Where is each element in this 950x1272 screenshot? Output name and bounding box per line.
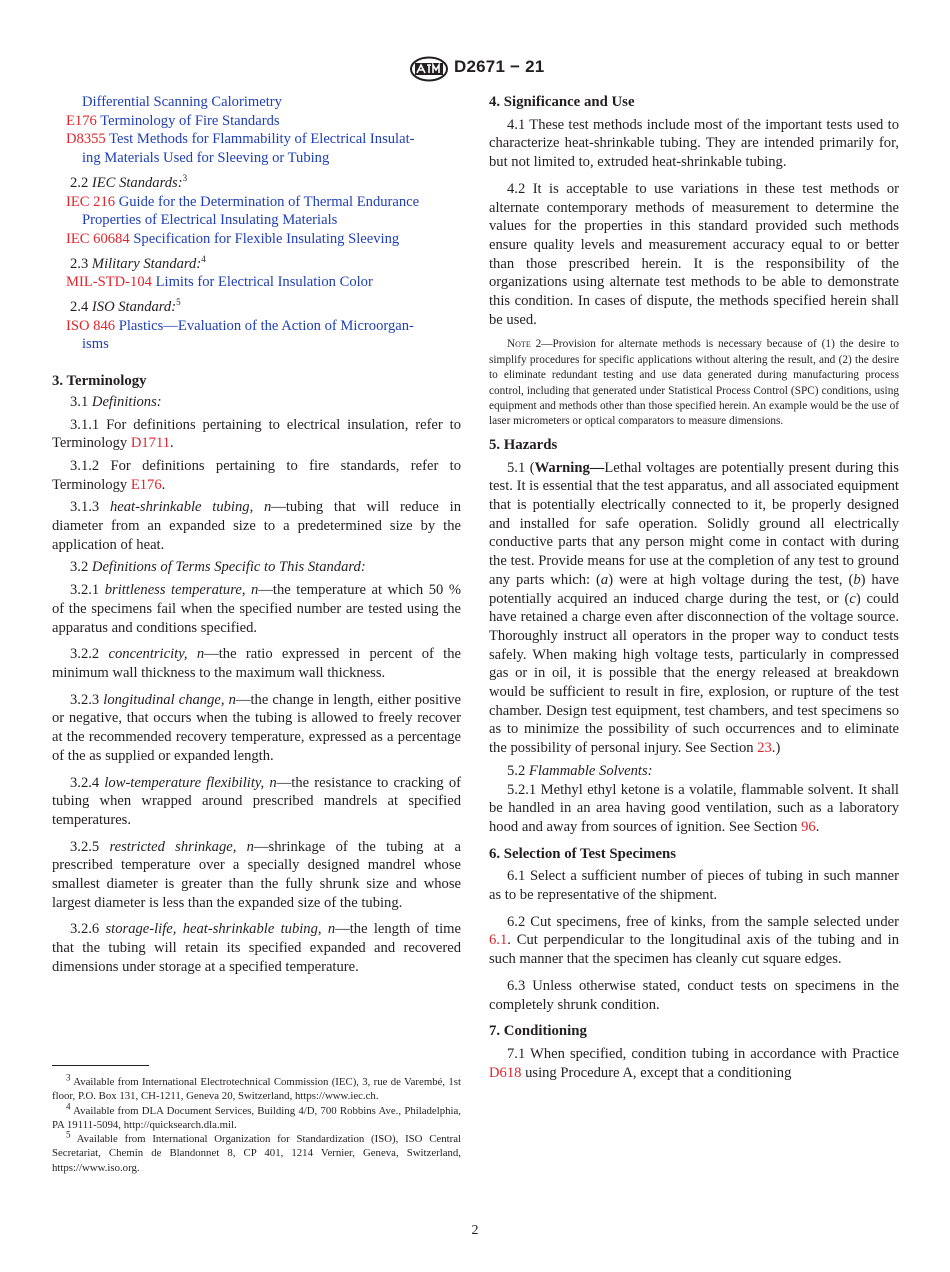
ref-title[interactable]: Properties of Electrical Insulating Materials [82, 212, 338, 229]
paragraph-text: 6.2 Cut specimens, free of kinks, from the sample selected under [507, 913, 899, 930]
paragraph-text: using Procedure A, except that a conditioning [525, 1064, 792, 1081]
section-3-1-2: 3.1.2 For definitions pertaining to fire standards, refer to Terminology E176. [52, 457, 461, 493]
ref-title[interactable]: isms [82, 336, 109, 353]
footnote-ref[interactable]: 3 [182, 172, 188, 183]
ref-title[interactable]: Test Methods for Flammability of Electrical Insulat- [109, 131, 415, 148]
ref-link[interactable]: E176 [66, 112, 97, 129]
definition: —the change in length, either positive or negative, that occurs when the tubing is allowed to freely recover at the recommended recovery temperature, expressed as a percentage of the as supplied or expanded length. [52, 691, 461, 764]
xref-link[interactable]: E176 [130, 476, 162, 493]
astm-logo-icon [409, 56, 449, 82]
xref-link[interactable]: 23 [757, 740, 772, 757]
ref-mil-std-104 [52, 273, 461, 292]
section-6-1: 6.1 Select a sufficient number of pieces of tubing in such manner as to be representative of the shipment. [489, 868, 899, 904]
section-number: 3.2 [70, 559, 89, 576]
ref-link[interactable]: MIL-STD-104 [66, 274, 152, 291]
document-number: D2671 − 21 [454, 57, 545, 76]
footnote-marker: 4 [66, 1101, 71, 1111]
heading-conditioning: 7. Conditioning [489, 1023, 587, 1040]
footnote-4 [52, 1101, 461, 1133]
section-2-2 [52, 174, 461, 193]
section-number: 2.3 [70, 255, 89, 272]
ref-iso846 [52, 317, 461, 354]
section-label: Military Standard: [91, 255, 202, 272]
ref-title[interactable]: Plastics—Evaluation of the Action of Microorgan- [118, 317, 414, 334]
list-marker: a [600, 571, 609, 588]
note-text: 2—Provision for alternate methods is necessary because of (1) the desire to simplify procedures for specific applications without altering the result, and (2) the desire to eliminate redundant testing and use data generated during manufacturing process control, including that generated under Statistical Process Control (SPC) conditions, using equipment and methods other than those specified herein. An example would be the use of laser micrometers or optical comparators to measure dimensions. [489, 338, 899, 428]
heading-terminology: 3. Terminology [52, 373, 147, 390]
definition: —the temperature at which 50 % of the specimens fail when the specified number are tested using the apparatus and conditions specified. [52, 582, 461, 636]
section-label: ISO Standard: [91, 299, 177, 316]
section-3-2-5 [52, 838, 461, 913]
note-label: Note [507, 338, 531, 351]
paragraph-text: . Cut perpendicular to the longitudinal axis of the tubing and in such manner that the specimen has cleanly cut square edges. [489, 932, 899, 968]
ref-link[interactable]: D8355 [66, 131, 106, 148]
term: heat-shrinkable tubing, n [109, 499, 272, 516]
ref-title[interactable]: Limits for Electrical Insulation Color [155, 274, 373, 291]
heading-significance: 4. Significance and Use [489, 94, 635, 110]
section-4-1: 4.1 These test methods include most of the important tests used to characterize heat-shrinkable tubing. They are intended primarily for, but not limited to, extruded heat-shrinkable tubing. [489, 116, 899, 171]
definition: —the ratio expressed in percent of the minimum wall thickness to the maximum wall thickness. [52, 646, 461, 681]
section-5-2-1: 5.2.1 Methyl ethyl ketone is a volatile, flammable solvent. It shall be handled in an area having good ventilation, such as a laboratory hood and away from sources of ignition. See Section 96. [489, 781, 899, 835]
footnote-text: Available from International Organization for Standardization (ISO), ISO Central Secretariat, Chemin de Blandonnet 8, CP 401, 1214 Vernier, Geneva, Switzerland, https://www.iso.org. [52, 1133, 462, 1174]
footnote-text: Available from DLA Document Services, Building 4/D, 700 Robbins Ave., Philadelphia, PA 19111-5094, http://quicksearch.dla.mil. [52, 1104, 461, 1131]
ref-e176 [52, 112, 461, 131]
section-6-3: 6.3 Unless otherwise stated, conduct tests on specimens in the completely shrunk condition. [489, 977, 899, 1013]
xref-link[interactable]: 96 [801, 818, 816, 835]
footnote-marker: 3 [66, 1072, 71, 1083]
footnote-3 [52, 1072, 461, 1104]
paragraph-text: .) [771, 740, 781, 757]
section-number: 3.1.3 [70, 499, 100, 516]
section-number: 3.2.5 [70, 838, 100, 855]
section-number: 3.2.4 [70, 774, 100, 791]
section-label: Flammable Solvents: [528, 762, 653, 779]
footnote-ref[interactable]: 5 [176, 297, 181, 308]
ref-d8355 [52, 130, 461, 167]
section-3-2-2 [52, 645, 461, 682]
footnote-marker: 5 [66, 1129, 71, 1140]
page-header [0, 56, 950, 84]
ref-iec60684 [52, 230, 461, 249]
definition: —tubing that will reduce in diameter from an expanded size to a predetermined size by the application of heat. [52, 499, 461, 553]
section-3-1-1: 3.1.1 For definitions pertaining to electrical insulation, refer to Terminology D1711. [52, 416, 461, 452]
footnote-divider [52, 1065, 149, 1066]
page-number: 2 [471, 1223, 479, 1238]
footnotes [52, 1072, 462, 1175]
paragraph-text: ) have potentially acquired an induced charge during the test, or ( [489, 571, 899, 607]
section-5-1 [489, 459, 899, 758]
paragraph-text: ) could have retained a charge even after disconnection of the voltage source. Thoroughly instruct all operators in the proper way to conduct tests safely. When making high voltage tests, particularly in compressed gas or in oil, it is possible that the energy released at breakdown would be sufficient to result in fire, explosion, or rupture of the test chamber. Design test equipment, test chambers, and test specimens so as to minimize the possibility of such occurrences and to eliminate the possibility of personal injury. See Section [489, 590, 899, 757]
section-number: 3.2.2 [70, 646, 100, 663]
paragraph-text: 7.1 When specified, condition tubing in accordance with Practice [507, 1045, 899, 1062]
ref-continuation: Differential Scanning Calorimetry [82, 94, 282, 110]
term: longitudinal change, n [103, 691, 236, 708]
section-3-2-6 [52, 920, 461, 976]
note-2 [489, 337, 899, 429]
section-number: 3.2.1 [70, 582, 100, 599]
warning-label: Warning— [534, 459, 605, 476]
ref-link[interactable]: ISO 846 [66, 317, 116, 334]
list-marker: c [849, 590, 856, 607]
paragraph-text: 5.1 ( [507, 459, 535, 476]
paragraph-text: Lethal voltages are potentially present during this test. It is essential that the test apparatus, and all associated equipment that is potentially electrically connected to it, be properly designed and installed for safe operation. Solidly ground all electrically conductive parts that any person might come in contact with during the test. Provide means for use at the completion of any test to ground any parts which: ( [489, 459, 899, 588]
footnote-ref[interactable]: 4 [201, 253, 206, 264]
term: restricted shrinkage, n [109, 838, 254, 855]
section-number: 5.2 [507, 762, 526, 779]
xref-link[interactable]: D618 [489, 1064, 522, 1081]
paragraph-text: ) were at high voltage during the test, ( [608, 571, 854, 588]
paragraph-text: 5.2.1 Methyl ethyl ketone is a volatile, flammable solvent. It shall be handled in an area having good ventilation, such as a laboratory hood and away from sources of ignition. See Section [489, 781, 899, 835]
xref-link[interactable]: 6.1 [489, 932, 508, 949]
section-label: Definitions: [91, 393, 162, 410]
right-column [489, 93, 899, 1082]
section-7-1 [489, 1045, 899, 1082]
section-3-2-4 [52, 774, 461, 830]
heading-selection: 6. Selection of Test Specimens [489, 845, 677, 862]
footnote-text: Available from International Electrotechnical Commission (IEC), 3, rue de Varembé, 1st floor, P.O. Box 131, CH-1211, Geneva 20, Switzerland, https://www.iec.ch. [52, 1076, 461, 1103]
section-number: 3.2.3 [70, 691, 100, 708]
definition: —the length of time that the tubing will retain its specified expanded and recovered dimensions under storage at a specified temperature. [52, 921, 461, 975]
ref-title[interactable]: Specification for Flexible Insulating Sleeving [133, 230, 400, 247]
section-6-2 [489, 913, 899, 969]
ref-title[interactable]: ing Materials Used for Sleeving or Tubing [82, 150, 330, 167]
section-number: 3.2.6 [70, 921, 100, 938]
ref-title[interactable]: Terminology of Fire Standards [100, 112, 280, 129]
paragraph-text: 3.1.1 For definitions pertaining to electrical insulation, refer to Terminology [52, 416, 461, 452]
section-label: Definitions of Terms Specific to This Standard: [91, 559, 366, 576]
section-2-4 [52, 298, 461, 317]
list-marker: b [853, 571, 861, 588]
term: concentricity, n [108, 646, 205, 663]
section-number: 3.1 [70, 393, 89, 410]
section-5-2 [489, 762, 899, 781]
ref-link[interactable]: IEC 60684 [66, 230, 130, 247]
definition: —shrinkage of the tubing at a prescribed temperature over a specially designed mandrel whose smallest diameter is greater than the fully shrunk size and whose largest diameter is less than the expanded size of the tubing. [52, 838, 462, 911]
ref-iec216 [52, 193, 461, 230]
ref-title[interactable]: Guide for the Determination of Thermal Endurance [118, 193, 420, 210]
section-3-2 [52, 558, 461, 577]
definition: —the resistance to cracking of tubing when wrapped around prescribed mandrels at specified temperatures. [52, 774, 462, 828]
term: low-temperature flexibility, n [104, 774, 277, 791]
heading-hazards: 5. Hazards [489, 436, 558, 453]
term: brittleness temperature, n [104, 582, 259, 599]
section-3-1-3 [52, 498, 461, 554]
section-3-2-3 [52, 691, 461, 766]
term: storage-life, heat-shrinkable tubing, n [105, 921, 336, 938]
section-number: 2.2 [70, 174, 89, 191]
left-column [52, 93, 461, 977]
section-3-1 [52, 393, 461, 412]
paragraph-text: 3.1.2 For definitions pertaining to fire standards, refer to Terminology [52, 457, 461, 493]
section-4-2: 4.2 It is acceptable to use variations in these test methods or alternate contemporary methods of measurement to determine the values for the properties in this standard provided such methods ensure quality levels and measurement accuracy equal to or better than those prescribed herein. It is the responsibility of the organizations using alternate test methods to be able to demonstrate this condition. In cases of dispute, the methods specified herein shall be used. [489, 180, 899, 328]
section-2-3 [52, 255, 461, 274]
footnote-5 [52, 1129, 462, 1175]
ref-link[interactable]: IEC 216 [66, 193, 116, 210]
section-3-2-1 [52, 581, 461, 637]
section-label: IEC Standards: [91, 174, 183, 191]
xref-link[interactable]: D1711 [130, 435, 171, 452]
section-number: 2.4 [70, 299, 89, 316]
